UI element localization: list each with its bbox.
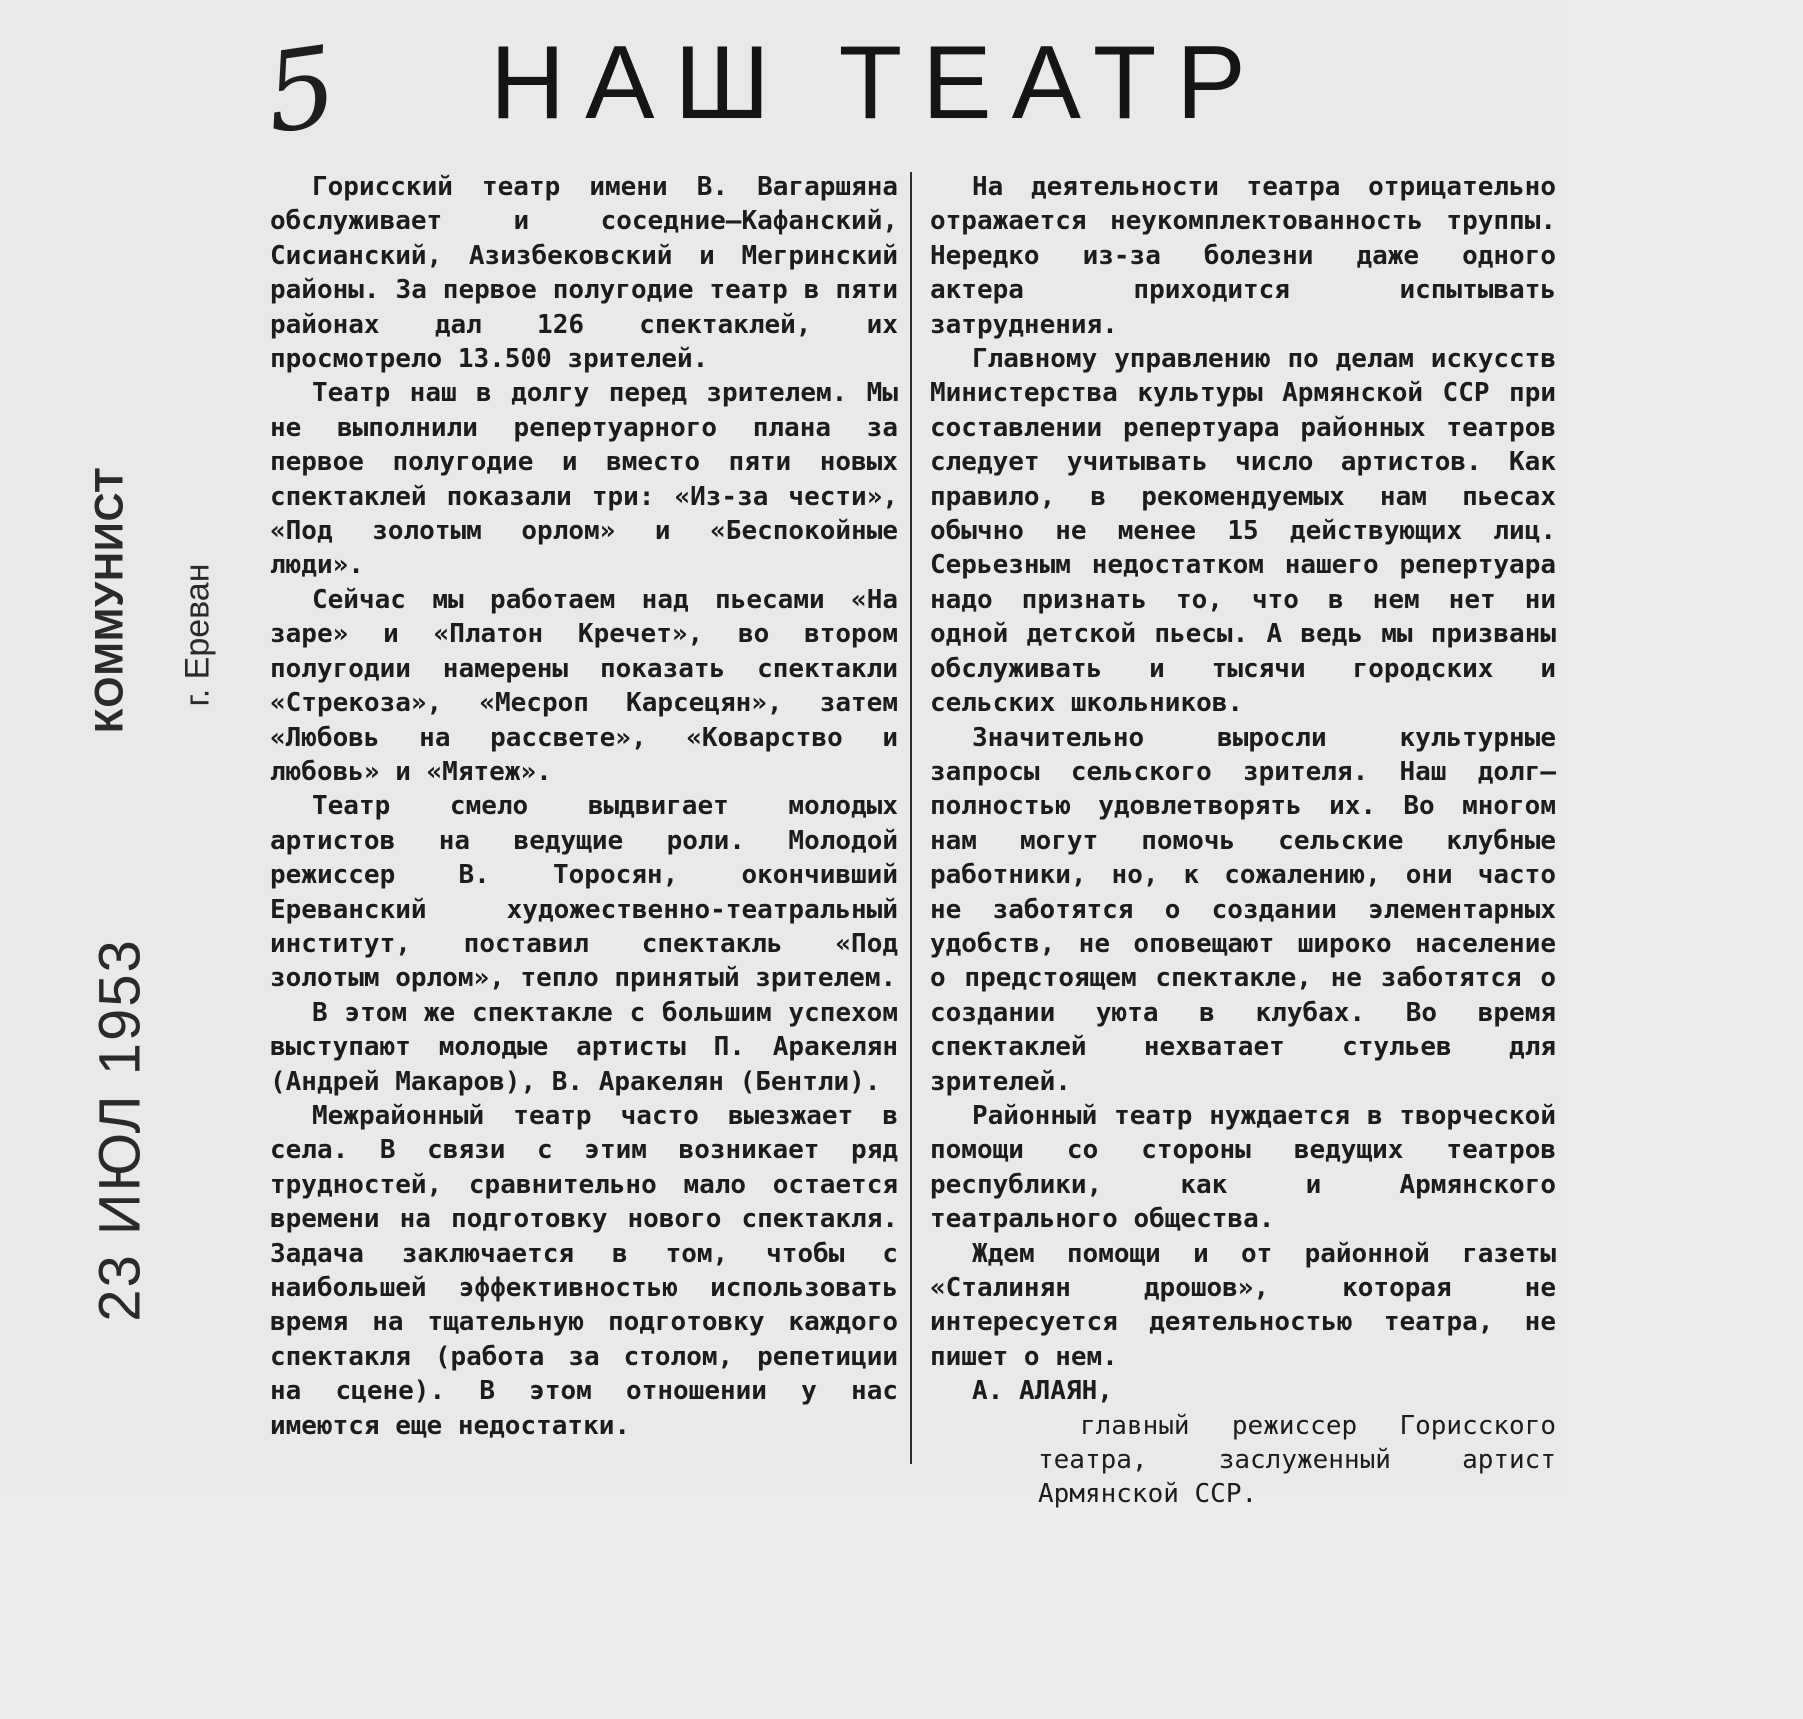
stamp-newspaper-name — [70, 466, 150, 734]
stamp-date-text: 23 ИЮЛ 1953 — [87, 938, 153, 1322]
stamp-city-text: г. Ереван — [178, 563, 217, 707]
stamp-city — [168, 520, 228, 750]
author-name: А. АЛАЯН, — [972, 1376, 1113, 1407]
article-paragraph: Горисский театр имени В. Вагаршяна обслуживает и соседние—Кафанский, Сисианский, Азизбековский и Мегринский районы. За первое полугодие театр в пяти районах дал 126 спектаклей, их просмотрело 13.500 зрителей. — [270, 172, 898, 375]
article-left-column — [270, 170, 898, 1443]
article-paragraph: Районный театр нуждается в творческой помощи со стороны ведущих театров республики, как и Армянского театрального общества. — [930, 1100, 1556, 1235]
article-paragraph: Театр наш в долгу перед зрителем. Мы не выполнили репертуарного плана за первое полугодие и вместо пяти новых спектаклей показали три: «Из-за чести», «Под золотым орлом» и «Беспокойные люди». — [270, 378, 898, 581]
article-paragraph: В этом же спектакле с большим успехом выступают молодые артисты П. Аракелян (Андрей Макаров), В. Аракелян (Бентли). — [270, 997, 898, 1097]
article-paragraph: Межрайонный театр часто выезжает в села. В связи с этим возникает ряд трудностей, сравнительно мало остается времени на подготовку нового спектакля. Задача заключается в том, чтобы с наибольшей эффективностью использовать время на тщательную подготовку каждого спектакля (работа за столом, репетиции на сцене). В этом отношении у нас имеются еще недостатки. — [270, 1100, 898, 1441]
article-paragraph: Значительно выросли культурные запросы сельского зрителя. Наш долг—полностью удовлетворять их. Во многом нам могут помочь сельские клубные работники, но, к сожалению, они часто не заботятся о создании элементарных удобств, не оповещают широко население о предстоящем спектакле, не заботятся о создании уюта в клубах. Во время спектаклей нехватает стульев для зрителей. — [930, 722, 1556, 1097]
article-paragraph: Главному управлению по делам искусств Министерства культуры Армянской ССР при составлении репертуара районных театров следует учитывать число артистов. Как правило, в рекомендуемых нам пьесах обычно не менее 15 действующих лиц. Серьезным недостатком нашего репертуара надо признать то, что в нем нет ни одной детской пьесы. А ведь мы призваны обслуживать и тысячи городских и сельских школьников. — [930, 344, 1556, 719]
headline: НАШ ТЕАТР — [490, 25, 1266, 141]
article-paragraph: Ждем помощи и от районной газеты «Сталинян дрошов», которая не интересуется деятельностью театра, не пишет о нем. — [930, 1238, 1556, 1372]
article-right-column — [930, 170, 1556, 1512]
stamp-date — [60, 938, 180, 1322]
author-title: главный режиссер Горисского театра, заслуженный артист Армянской ССР. — [1038, 1410, 1556, 1510]
handwritten-page-number: 5 — [257, 21, 345, 159]
stamp-newspaper-text: КОММУНИСТ — [87, 466, 132, 734]
article-paragraph: На деятельности театра отрицательно отражается неукомплектованность труппы. Нередко из-за болезни даже одного актера приходится испытывать затруднения. — [930, 172, 1556, 340]
article-paragraph: Театр смело выдвигает молодых артистов на ведущие роли. Молодой режиссер В. Торосян, окончивший Ереванский художественно-театральный институт, поставил спектакль «Под золотым орлом», тепло принятый зрителем. — [270, 791, 898, 994]
column-divider — [910, 172, 912, 1464]
article-paragraph: Сейчас мы работаем над пьесами «На заре» и «Платон Кречет», во втором полугодии намерены показать спектакли «Стрекоза», «Месроп Карсецян», затем «Любовь на рассвете», «Коварство и любовь» и «Мятеж». — [270, 584, 898, 787]
